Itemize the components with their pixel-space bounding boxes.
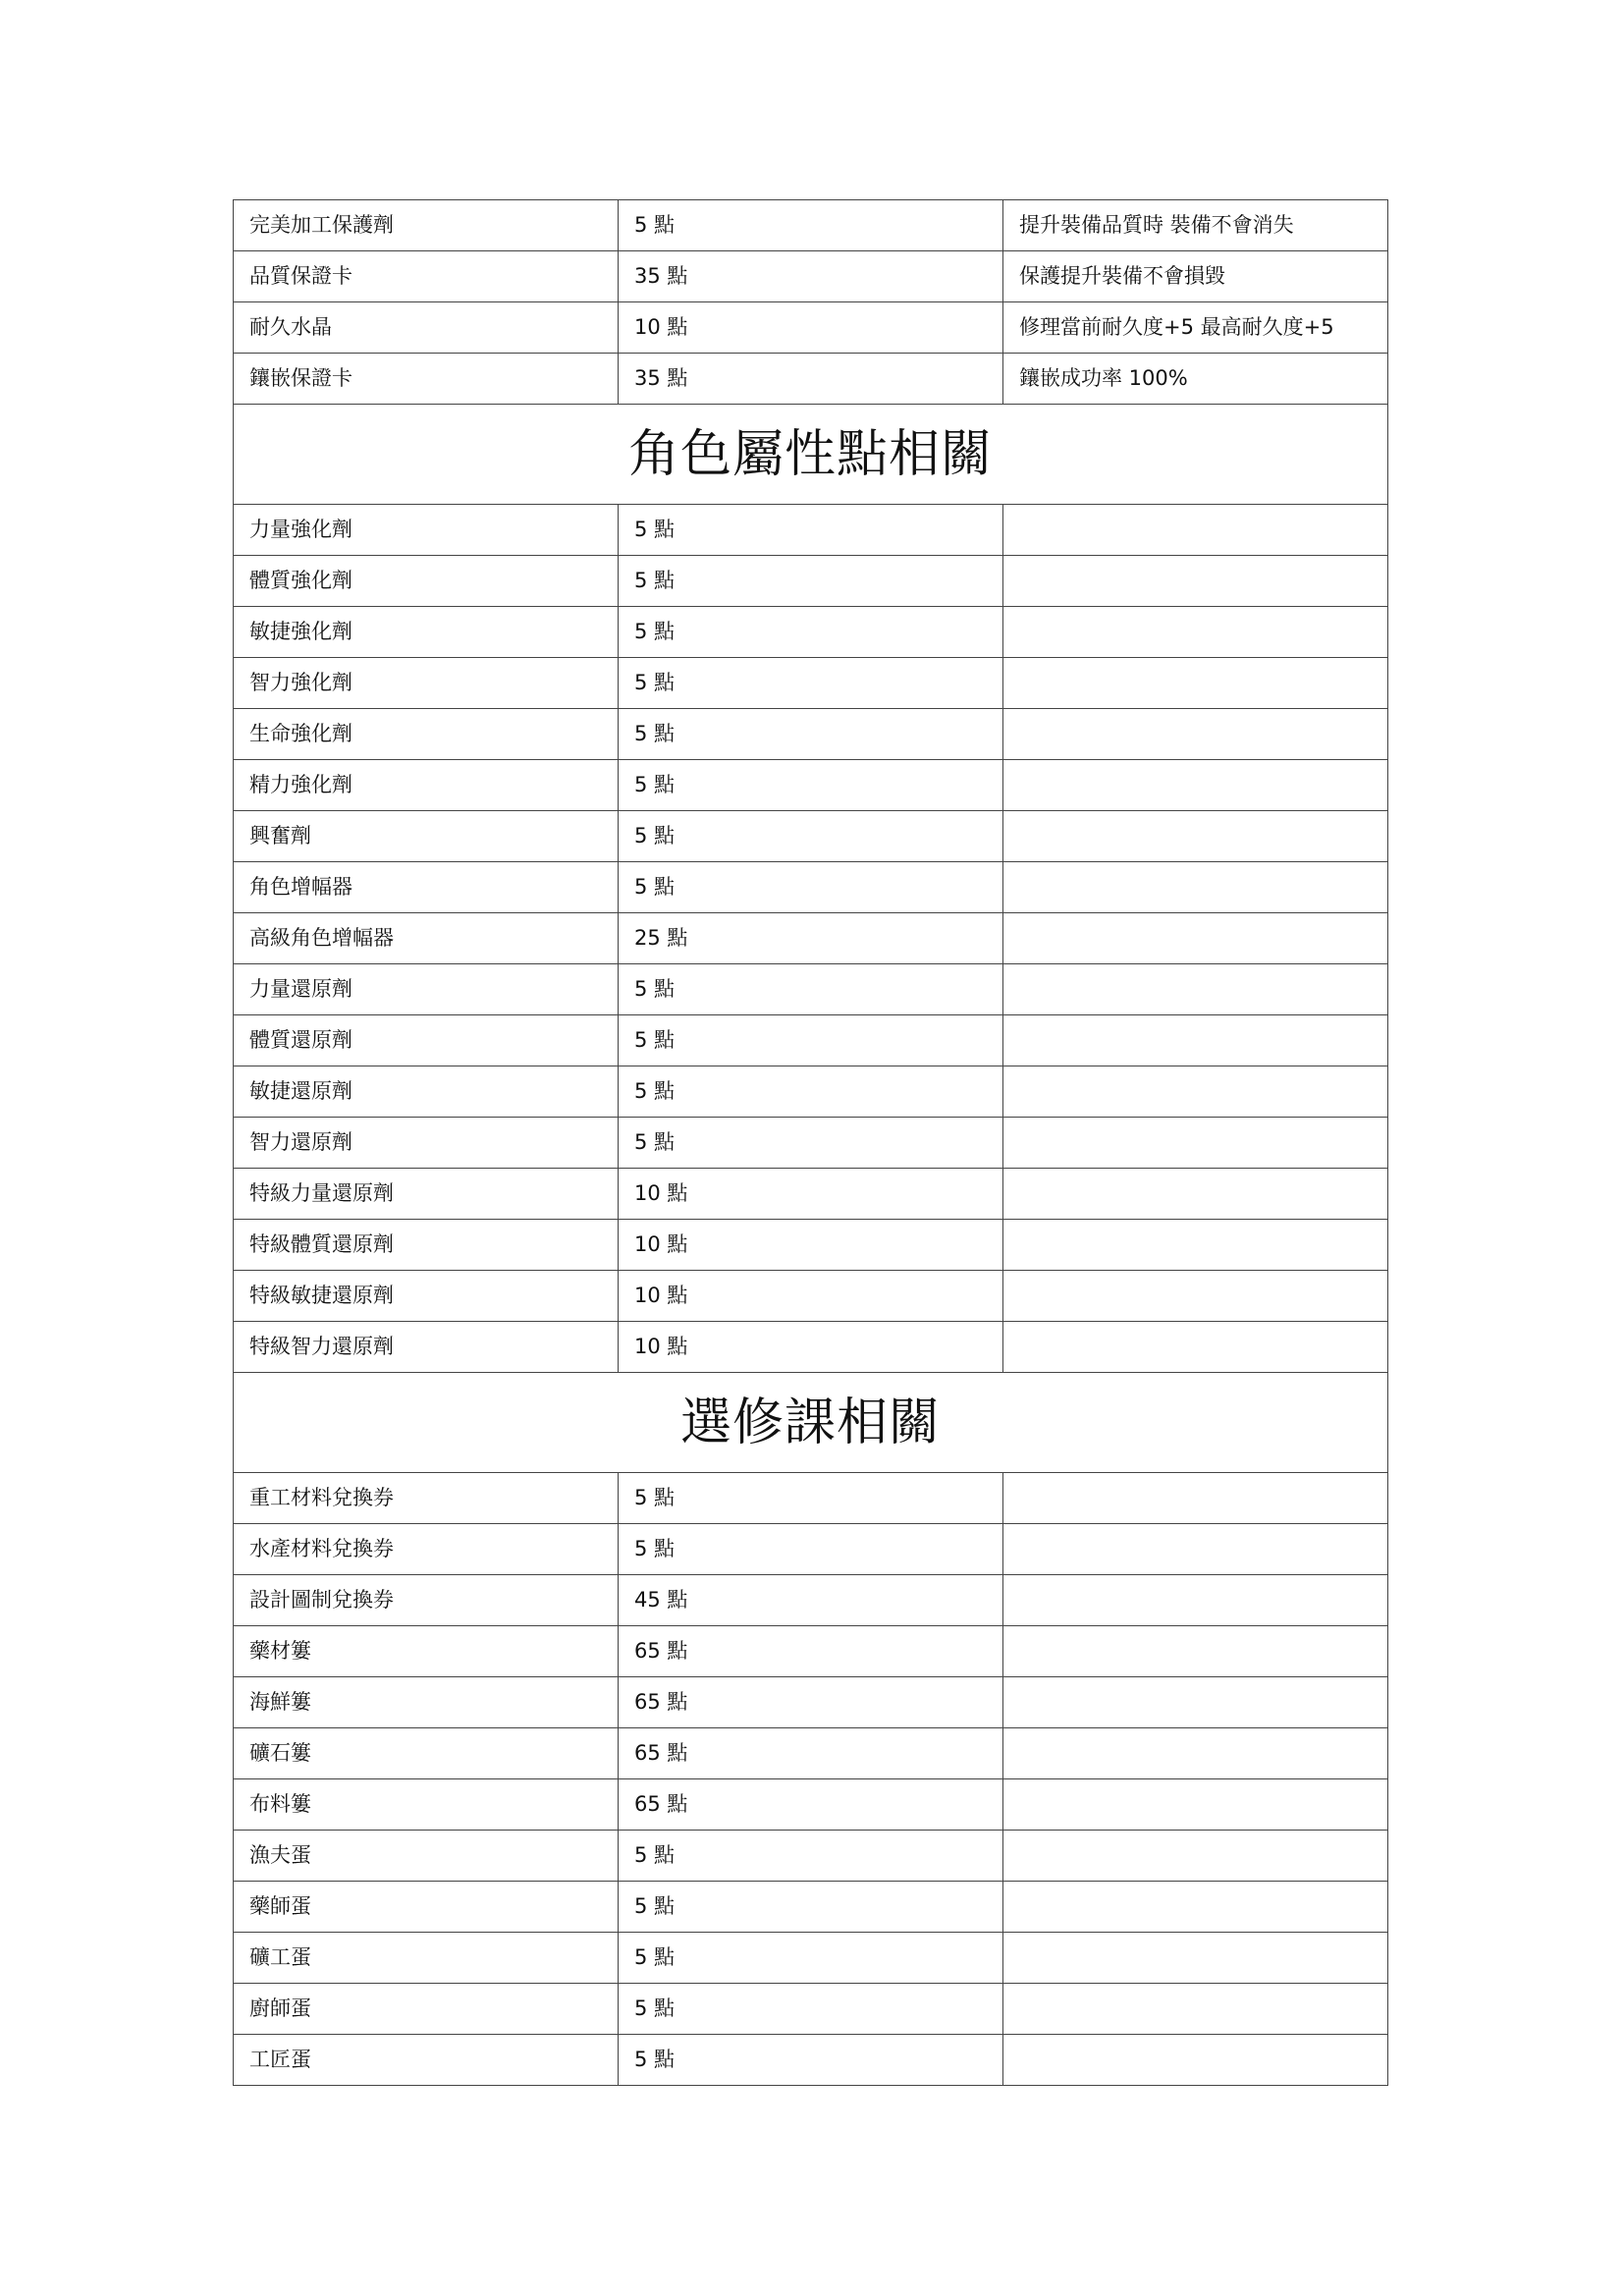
table-row <box>234 251 1388 302</box>
item-effect-cell <box>1003 811 1388 862</box>
item-points-cell: 65 點 <box>619 1626 1003 1677</box>
item-name-cell: 興奮劑 <box>234 811 619 862</box>
table-row <box>234 2035 1388 2086</box>
table-row <box>234 1118 1388 1169</box>
item-effect-cell: 提升裝備品質時 裝備不會消失 <box>1003 200 1388 251</box>
table-row <box>234 658 1388 709</box>
item-name-cell: 特級體質還原劑 <box>234 1220 619 1271</box>
table-row <box>234 1882 1388 1933</box>
item-name-cell: 智力強化劑 <box>234 658 619 709</box>
item-effect-cell <box>1003 709 1388 760</box>
table-row <box>234 1015 1388 1066</box>
item-name-cell: 角色增幅器 <box>234 862 619 913</box>
item-effect-cell <box>1003 1169 1388 1220</box>
item-name-cell: 高級角色增幅器 <box>234 913 619 964</box>
table-row <box>234 709 1388 760</box>
table-row <box>234 1271 1388 1322</box>
item-name-cell: 精力強化劑 <box>234 760 619 811</box>
section-title: 選修課相關 <box>234 1373 1388 1473</box>
item-points-cell: 35 點 <box>619 251 1003 302</box>
item-points-cell: 5 點 <box>619 1984 1003 2035</box>
item-name-cell: 重工材料兌換券 <box>234 1473 619 1524</box>
item-points-cell: 5 點 <box>619 1473 1003 1524</box>
item-effect-cell <box>1003 505 1388 556</box>
table-row <box>234 1169 1388 1220</box>
table-row <box>234 1322 1388 1373</box>
table-row <box>234 1626 1388 1677</box>
item-points-cell: 5 點 <box>619 1118 1003 1169</box>
item-name-cell: 體質還原劑 <box>234 1015 619 1066</box>
item-effect-cell: 修理當前耐久度+5 最高耐久度+5 <box>1003 302 1388 354</box>
item-points-cell: 5 點 <box>619 1882 1003 1933</box>
table-row <box>234 556 1388 607</box>
item-effect-cell <box>1003 1575 1388 1626</box>
item-points-cell: 5 點 <box>619 200 1003 251</box>
table-row <box>234 1933 1388 1984</box>
item-name-cell: 品質保證卡 <box>234 251 619 302</box>
item-points-cell: 5 點 <box>619 1066 1003 1118</box>
item-effect-cell <box>1003 658 1388 709</box>
table-row <box>234 1779 1388 1831</box>
item-effect-cell <box>1003 1015 1388 1066</box>
item-points-cell: 35 點 <box>619 354 1003 405</box>
table-row <box>234 1575 1388 1626</box>
item-effect-cell <box>1003 1626 1388 1677</box>
item-effect-cell: 保護提升裝備不會損毀 <box>1003 251 1388 302</box>
item-effect-cell <box>1003 862 1388 913</box>
table-row <box>234 1728 1388 1779</box>
table-row <box>234 811 1388 862</box>
table-row <box>234 1524 1388 1575</box>
item-name-cell: 耐久水晶 <box>234 302 619 354</box>
item-points-cell: 5 點 <box>619 760 1003 811</box>
item-points-cell: 5 點 <box>619 505 1003 556</box>
item-name-cell: 礦石簍 <box>234 1728 619 1779</box>
item-name-cell: 布料簍 <box>234 1779 619 1831</box>
table-row <box>234 302 1388 354</box>
item-name-cell: 水產材料兌換券 <box>234 1524 619 1575</box>
item-name-cell: 力量還原劑 <box>234 964 619 1015</box>
item-effect-cell <box>1003 1882 1388 1933</box>
table-row <box>234 760 1388 811</box>
item-points-cell: 65 點 <box>619 1677 1003 1728</box>
item-points-cell: 5 點 <box>619 1524 1003 1575</box>
item-points-cell: 5 點 <box>619 556 1003 607</box>
item-points-cell: 5 點 <box>619 2035 1003 2086</box>
item-effect-cell <box>1003 1322 1388 1373</box>
item-name-cell: 漁夫蛋 <box>234 1831 619 1882</box>
item-name-cell: 特級敏捷還原劑 <box>234 1271 619 1322</box>
point-item-table <box>233 199 1388 2086</box>
item-effect-cell <box>1003 607 1388 658</box>
item-points-cell: 10 點 <box>619 1271 1003 1322</box>
item-points-cell: 5 點 <box>619 1015 1003 1066</box>
item-name-cell: 生命強化劑 <box>234 709 619 760</box>
item-effect-cell <box>1003 913 1388 964</box>
item-points-cell: 10 點 <box>619 302 1003 354</box>
item-name-cell: 藥師蛋 <box>234 1882 619 1933</box>
item-name-cell: 設計圖制兌換券 <box>234 1575 619 1626</box>
section-header-row <box>234 405 1388 505</box>
item-points-cell: 65 點 <box>619 1728 1003 1779</box>
item-effect-cell <box>1003 1677 1388 1728</box>
table-row <box>234 1831 1388 1882</box>
section-title: 角色屬性點相關 <box>234 405 1388 505</box>
item-effect-cell <box>1003 1473 1388 1524</box>
item-effect-cell <box>1003 760 1388 811</box>
table-row <box>234 1220 1388 1271</box>
section-header-row <box>234 1373 1388 1473</box>
item-effect-cell <box>1003 1271 1388 1322</box>
item-effect-cell <box>1003 1728 1388 1779</box>
item-name-cell: 完美加工保護劑 <box>234 200 619 251</box>
table-row <box>234 964 1388 1015</box>
item-name-cell: 廚師蛋 <box>234 1984 619 2035</box>
item-name-cell: 藥材簍 <box>234 1626 619 1677</box>
table-row <box>234 1984 1388 2035</box>
item-effect-cell <box>1003 1779 1388 1831</box>
item-points-cell: 65 點 <box>619 1779 1003 1831</box>
table-row <box>234 862 1388 913</box>
item-points-cell: 5 點 <box>619 1831 1003 1882</box>
table-row <box>234 607 1388 658</box>
table-row <box>234 200 1388 251</box>
item-points-cell: 5 點 <box>619 658 1003 709</box>
item-points-cell: 10 點 <box>619 1322 1003 1373</box>
table-row <box>234 913 1388 964</box>
item-name-cell: 智力還原劑 <box>234 1118 619 1169</box>
item-name-cell: 特級智力還原劑 <box>234 1322 619 1373</box>
item-points-cell: 5 點 <box>619 862 1003 913</box>
item-effect-cell <box>1003 1066 1388 1118</box>
item-effect-cell <box>1003 1118 1388 1169</box>
item-name-cell: 力量強化劑 <box>234 505 619 556</box>
item-effect-cell <box>1003 964 1388 1015</box>
item-name-cell: 敏捷強化劑 <box>234 607 619 658</box>
item-points-cell: 5 點 <box>619 964 1003 1015</box>
item-effect-cell <box>1003 1933 1388 1984</box>
item-name-cell: 海鮮簍 <box>234 1677 619 1728</box>
item-effect-cell <box>1003 1220 1388 1271</box>
item-name-cell: 體質強化劑 <box>234 556 619 607</box>
item-effect-cell <box>1003 1831 1388 1882</box>
item-points-cell: 5 點 <box>619 607 1003 658</box>
item-points-cell: 10 點 <box>619 1169 1003 1220</box>
item-name-cell: 敏捷還原劑 <box>234 1066 619 1118</box>
item-effect-cell: 鑲嵌成功率 100% <box>1003 354 1388 405</box>
item-points-cell: 5 點 <box>619 1933 1003 1984</box>
table-row <box>234 1677 1388 1728</box>
item-name-cell: 鑲嵌保證卡 <box>234 354 619 405</box>
item-effect-cell <box>1003 556 1388 607</box>
item-points-cell: 5 點 <box>619 811 1003 862</box>
table-row <box>234 1473 1388 1524</box>
item-points-cell: 10 點 <box>619 1220 1003 1271</box>
table-row <box>234 1066 1388 1118</box>
item-effect-cell <box>1003 1524 1388 1575</box>
item-name-cell: 礦工蛋 <box>234 1933 619 1984</box>
item-effect-cell <box>1003 1984 1388 2035</box>
item-name-cell: 特級力量還原劑 <box>234 1169 619 1220</box>
table-row <box>234 354 1388 405</box>
item-points-cell: 45 點 <box>619 1575 1003 1626</box>
table-row <box>234 505 1388 556</box>
item-effect-cell <box>1003 2035 1388 2086</box>
item-points-cell: 5 點 <box>619 709 1003 760</box>
point-item-table-body <box>234 200 1388 2086</box>
item-name-cell: 工匠蛋 <box>234 2035 619 2086</box>
item-points-cell: 25 點 <box>619 913 1003 964</box>
